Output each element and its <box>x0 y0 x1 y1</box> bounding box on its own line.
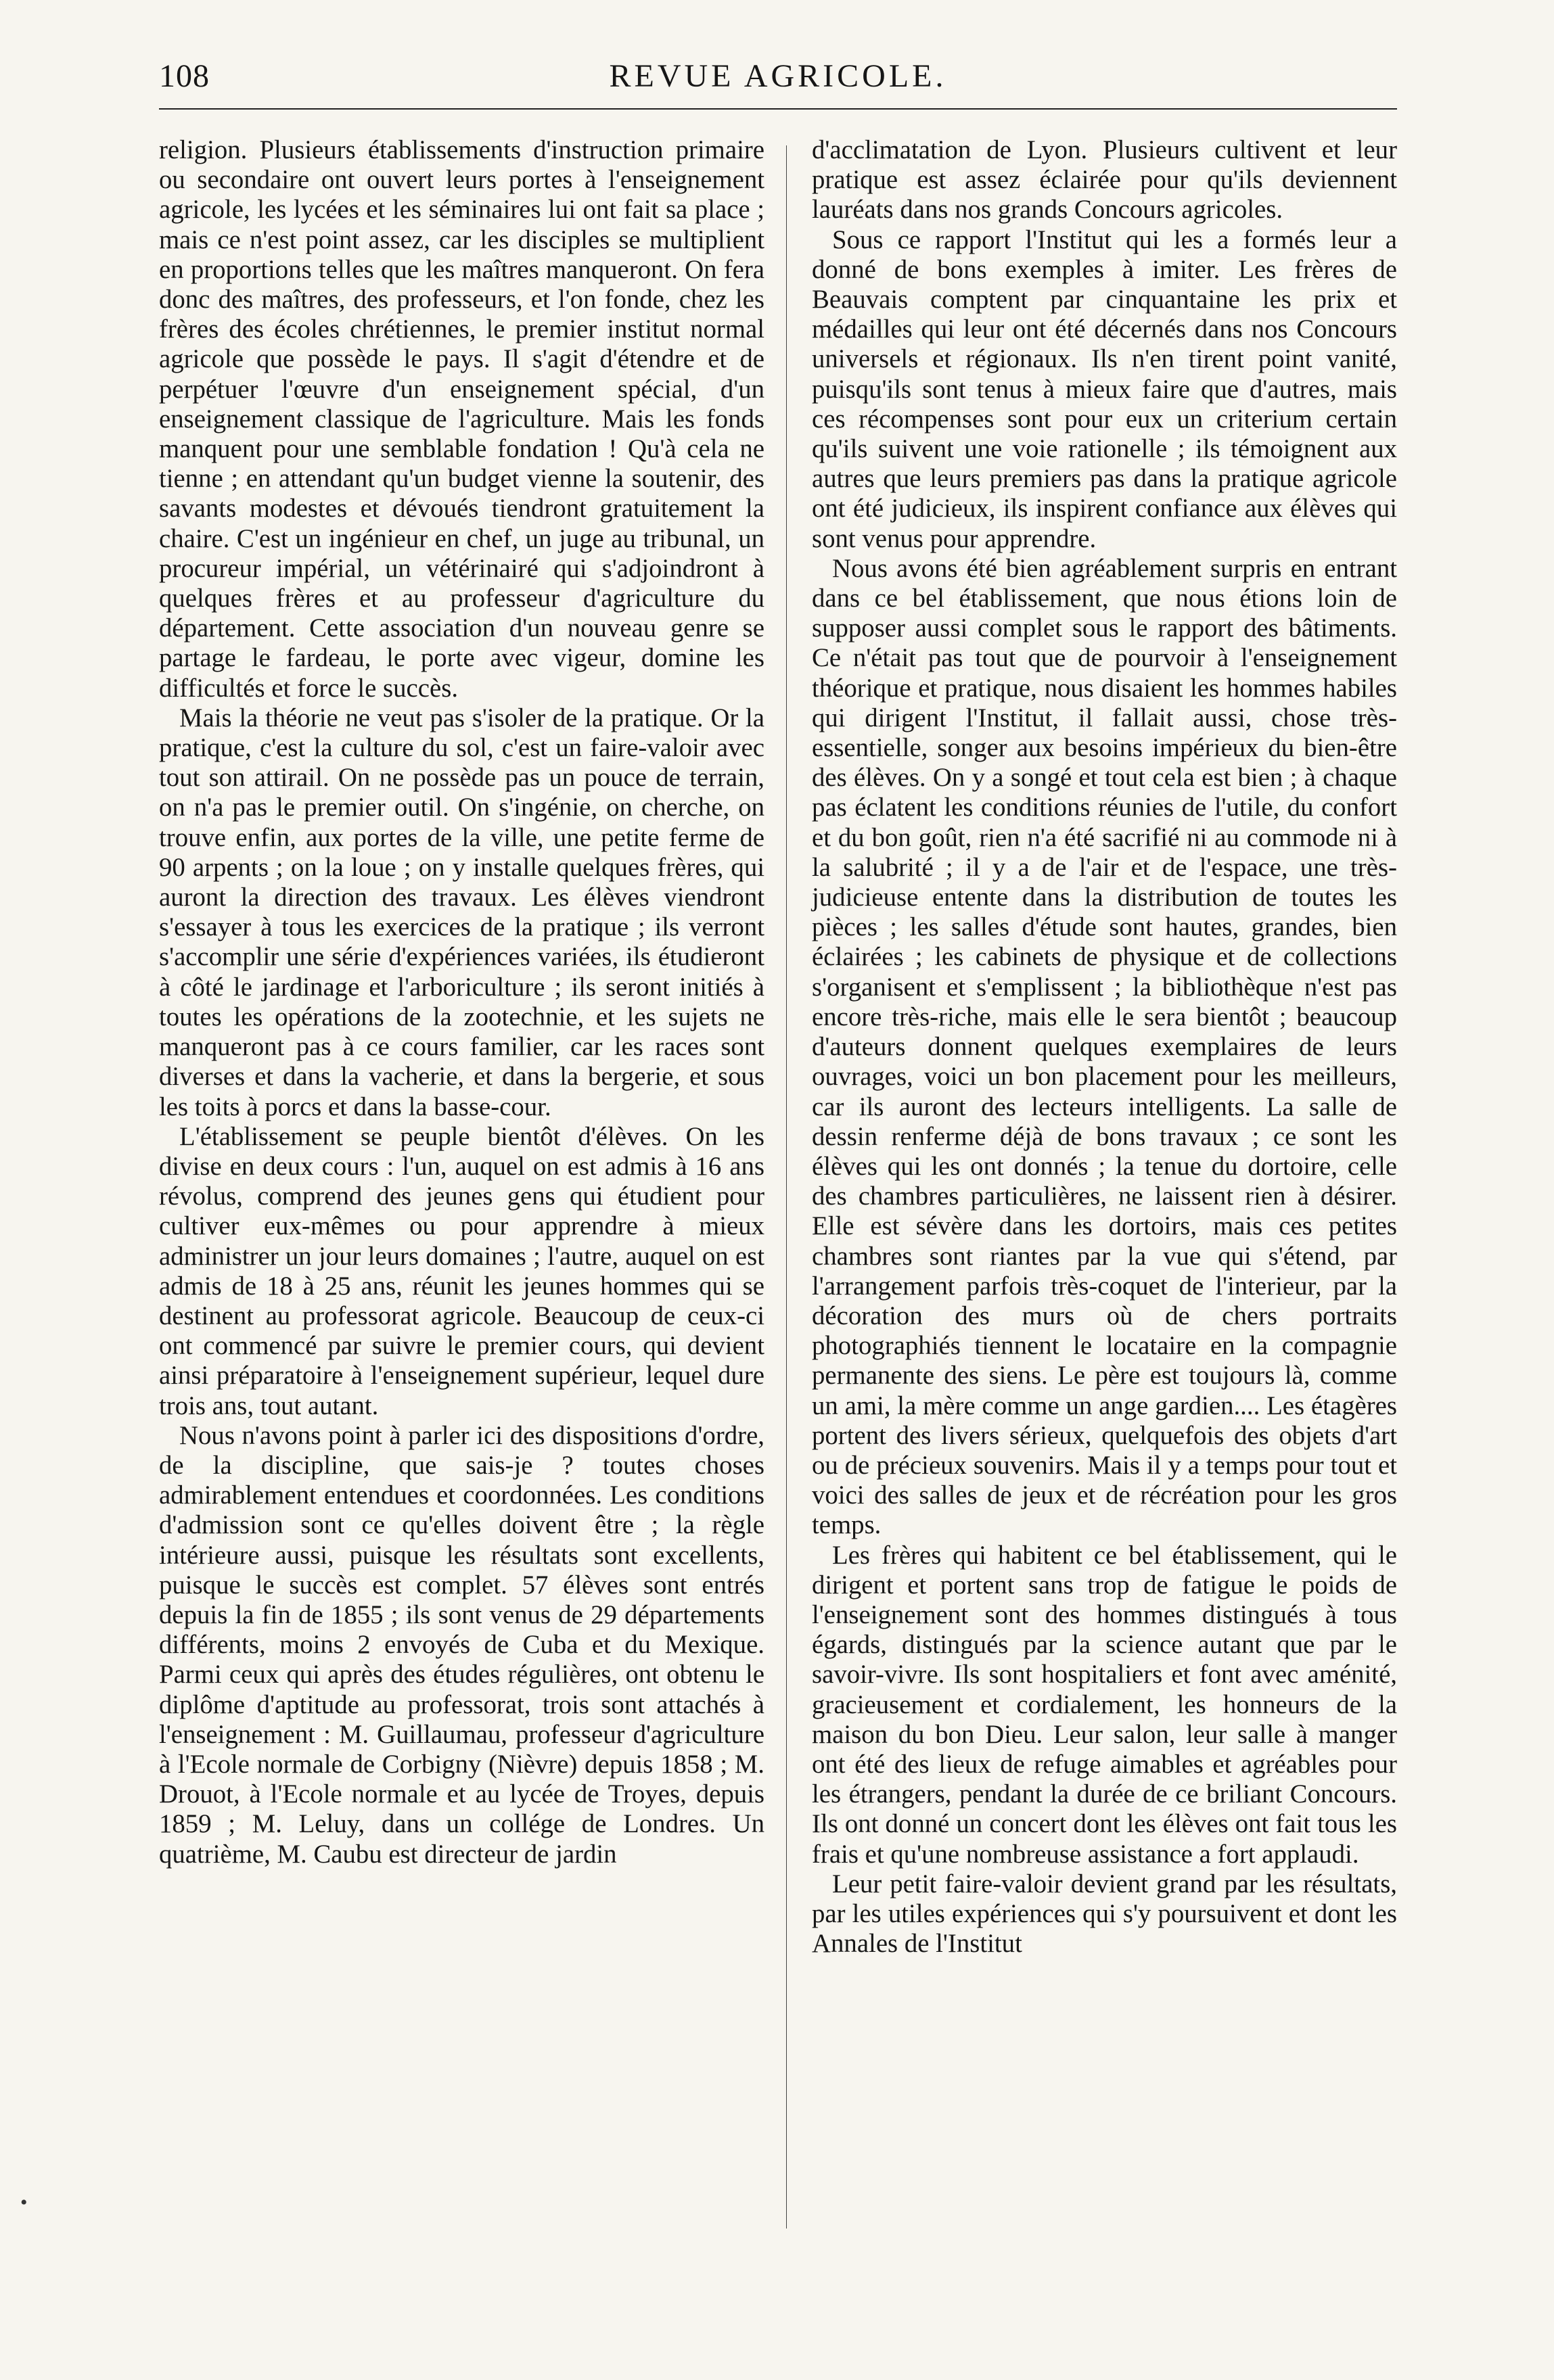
paragraph: d'acclimatation de Lyon. Plusieurs cultivent et leur pratique est assez éclairée pour qu'ils deviennent lauréats dans nos grands Concours agricoles. <box>812 135 1397 225</box>
right-column <box>812 135 1397 1959</box>
running-title: REVUE AGRICOLE. <box>609 58 947 94</box>
paragraph: Nous n'avons point à parler ici des dispositions d'ordre, de la discipline, que sais-je ? toutes choses admirablement entendues et coordonnées. Les conditions d'admission sont ce qu'elles doivent être ; la règle intérieure aussi, puisque les résultats sont excellents, puisque le succès est complet. 57 élèves sont entrés depuis la fin de 1855 ; ils sont venus de 29 départements différents, moins 2 envoyés de Cuba et du Mexique. Parmi ceux qui après des études régulières, ont obtenu le diplôme d'aptitude au professorat, trois sont attachés à l'enseignement : M. Guillaumau, professeur d'agriculture à l'Ecole normale de Corbigny (Nièvre) depuis 1858 ; M. Drouot, à l'Ecole normale et au lycée de Troyes, depuis 1859 ; M. Leluy, dans un collége de Londres. Un quatrième, M. Caubu est directeur de jardin <box>159 1420 764 1869</box>
header-rule <box>159 108 1397 110</box>
page-number: 108 <box>159 58 210 94</box>
paragraph: Leur petit faire-valoir devient grand par les résultats, par les utiles expériences qui s'y poursuivent et dont les Annales de l'Institut <box>812 1869 1397 1959</box>
paragraph: Les frères qui habitent ce bel établissement, qui le dirigent et portent sans trop de fatigue le poids de l'enseignement sont des hommes distingués à tous égards, distingués par la science autant que par le savoir-vivre. Ils sont hospitaliers et font avec aménité, gracieusement et cordialement, les honneurs de la maison du bon Dieu. Leur salon, leur salle à manger ont été des lieux de refuge aimables et agréables pour les étrangers, pendant la durée de ce briliant Concours. Ils ont donné un concert dont les élèves ont fait tous les frais et qu'une nombreuse assistance a fort applaudi. <box>812 1540 1397 1869</box>
paragraph: Nous avons été bien agréablement surpris en entrant dans ce bel établissement, que nous étions loin de supposer aussi complet sous le rapport des bâtiments. Ce n'était pas tout que de pourvoir à l'enseignement théorique et pratique, nous disaient les hommes habiles qui dirigent l'Institut, il fallait aussi, chose très-essentielle, songer aux besoins impérieux du bien-être des élèves. On y a songé et tout cela est bien ; à chaque pas éclatent les conditions réunies de l'utile, du confort et du bon goût, rien n'a été sacrifié ni au commode ni à la salubrité ; il y a de l'air et de l'espace, une très-judicieuse entente dans la distribution de toutes les pièces ; les salles d'étude sont hautes, grandes, bien éclairées ; les cabinets de physique et de collections s'organisent et s'emplissent ; la bibliothèque n'est pas encore très-riche, mais elle le sera bientôt ; beaucoup d'auteurs donnent quelques exemplaires de leurs ouvrages, voici un bon placement pour les meilleurs, car ils auront des lecteurs intelligents. La salle de dessin renferme déjà de bons travaux ; ce sont les élèves qui les ont donnés ; la tenue du dortoire, celle des chambres particulières, ne laissent rien à désirer. Elle est sévère dans les dortoirs, mais ces petites chambres sont riantes par la vue qui s'étend, par l'arrangement parfois très-coquet de l'interieur, par la décoration des murs où de chers portraits photographiés tiennent le locataire en la compagnie permanente des siens. Le père est toujours là, comme un ami, la mère comme un ange gardien.... Les étagères portent des livers sérieux, quelquefois des objets d'art ou de précieux souvenirs. Mais il y a temps pour tout et voici des salles de jeux et de récréation pour les gros temps. <box>812 553 1397 1540</box>
paragraph: religion. Plusieurs établissements d'instruction primaire ou secondaire ont ouvert leurs portes à l'enseignement agricole, les lycées et les séminaires lui ont fait sa place ; mais ce n'est point assez, car les disciples se multiplient en proportions telles que les maîtres manqueront. On fera donc des maîtres, des professeurs, et l'on fonde, chez les frères des écoles chrétiennes, le premier institut normal agricole que possède le pays. Il s'agit d'étendre et de perpétuer l'œuvre d'un enseignement spécial, d'un enseignement classique de l'agriculture. Mais les fonds manquent pour une semblable fondation ! Qu'à cela ne tienne ; en attendant qu'un budget vienne la soutenir, des savants modestes et dévoués tiendront gratuitement la chaire. C'est un ingénieur en chef, un juge au tribunal, un procureur impérial, un vétérinairé qui s'adjoindront à quelques frères et au professeur d'agriculture du département. Cette association d'un nouveau genre se partage le fardeau, le porte avec vigeur, domine les difficultés et force le succès. <box>159 135 764 703</box>
page <box>159 0 1397 2380</box>
paragraph: L'établissement se peuple bientôt d'élèves. On les divise en deux cours : l'un, auquel on est admis à 16 ans révolus, comprend des jeunes gens qui étudient pour cultiver eux-mêmes ou pour apprendre à mieux administrer un jour leurs domaines ; l'autre, auquel on est admis de 18 à 25 ans, réunit les jeunes hommes qui se destinent au professorat agricole. Beaucoup de ceux-ci ont commencé par suivre le premier cours, qui devient ainsi préparatoire à l'enseignement supérieur, lequel dure trois ans, tout autant. <box>159 1121 764 1420</box>
page-header <box>159 57 1397 105</box>
paragraph: Mais la théorie ne veut pas s'isoler de la pratique. Or la pratique, c'est la culture du sol, c'est un faire-valoir avec tout son attirail. On ne possède pas un pouce de terrain, on n'a pas le premier outil. On s'ingénie, on cherche, on trouve enfin, aux portes de la ville, une petite ferme de 90 arpents ; on la loue ; on y installe quelques frères, qui auront la direction des travaux. Les élèves viendront s'essayer à tous les exercices de la pratique ; ils verront s'accomplir une série d'expériences variées, ils étudieront à côté le jardinage et l'arboriculture ; ils seront initiés à toutes les opérations de la zootechnie, et les sujets ne manqueront pas à ce cours familier, car les races sont diverses et dans la vacherie, et dans la bergerie, et sous les toits à porcs et dans la basse-cour. <box>159 703 764 1121</box>
column-divider <box>786 145 787 2229</box>
paragraph: Sous ce rapport l'Institut qui les a formés leur a donné de bons exemples à imiter. Les frères de Beauvais comptent par cinquantaine les prix et médailles qui leur ont été décernés dans nos Concours universels et régionaux. Ils n'en tirent point vanité, puisqu'ils sont tenus à mieux faire que d'autres, mais ces récompenses sont pour eux un criterium certain qu'ils suivent une voie rationelle ; ils témoignent aux autres que leurs premiers pas dans la pratique agricole ont été judicieux, ils inspirent confiance aux élèves qui sont venus pour apprendre. <box>812 225 1397 553</box>
left-column <box>159 135 764 1869</box>
print-speck: • <box>20 2191 28 2214</box>
